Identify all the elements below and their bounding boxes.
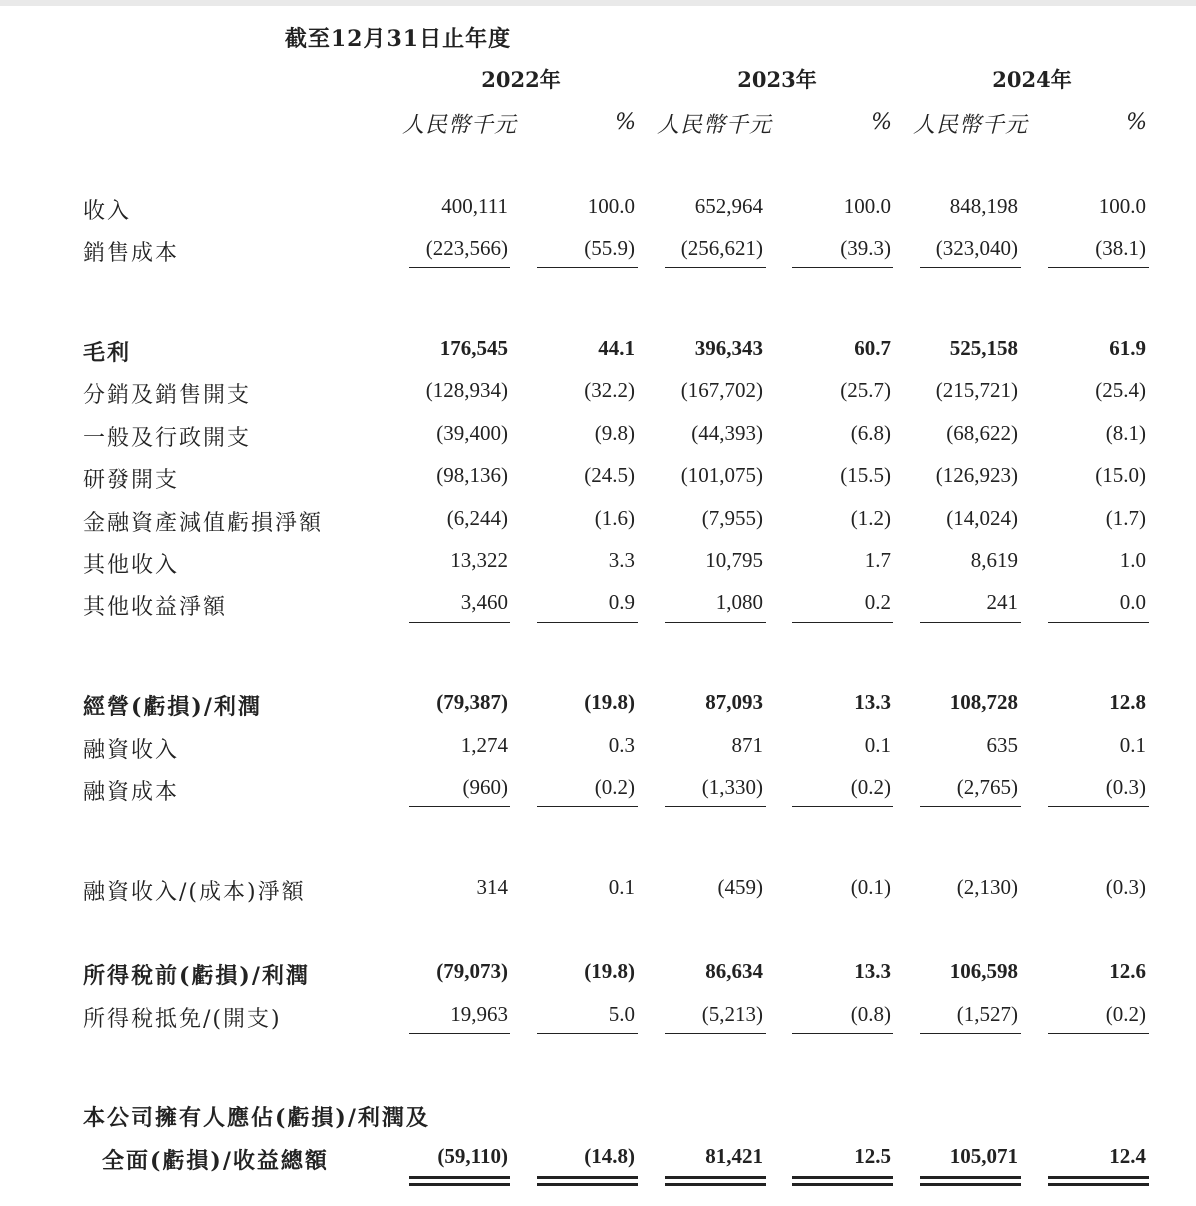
pct-label-2022: % (615, 110, 636, 135)
cell: (126,923) (935, 463, 1018, 487)
cell: 8,619 (970, 548, 1018, 572)
cell: 19,963 (450, 1002, 508, 1026)
row-gross-profit (0, 336, 1196, 370)
pct-label-2023: % (871, 110, 892, 135)
cell: 1,080 (715, 590, 763, 614)
cell: (960) (462, 775, 508, 799)
cell: (1.7) (1105, 506, 1146, 530)
row-other-income (0, 548, 1196, 582)
row-attributable-line1 (0, 1101, 1196, 1135)
unit-label-2023: 人民幣千元 (657, 113, 773, 138)
underline (792, 1033, 893, 1034)
cell: (2,765) (956, 775, 1018, 799)
cell: 108,728 (949, 690, 1018, 714)
underline (537, 267, 638, 268)
underline (665, 622, 766, 623)
double-underline (920, 1176, 1021, 1179)
cell: 81,421 (705, 1144, 763, 1168)
cell: 100.0 (843, 194, 891, 218)
row-label: 金融資產減值虧損淨額 (83, 511, 324, 536)
row-net-finance (0, 875, 1196, 909)
double-underline (665, 1176, 766, 1179)
cell: (459) (717, 875, 763, 899)
underline (409, 267, 510, 268)
cell: 12.6 (1109, 959, 1146, 983)
cell: (101,075) (680, 463, 763, 487)
cell: 241 (986, 590, 1018, 614)
row-pretax-result (0, 959, 1196, 993)
cell: (25.4) (1095, 378, 1146, 402)
cell: 0.1 (864, 733, 891, 757)
cell: (19.8) (584, 959, 635, 983)
row-label: 毛利 (83, 340, 132, 366)
cell: 100.0 (587, 194, 635, 218)
underline (665, 1033, 766, 1034)
cell: 0.1 (1119, 733, 1146, 757)
cell: 10,795 (705, 548, 763, 572)
underline (409, 622, 510, 623)
double-underline (409, 1183, 510, 1186)
cell: (15.0) (1095, 463, 1146, 487)
cell: 871 (731, 733, 763, 757)
cell: 13,322 (450, 548, 508, 572)
year-header-2024: 2024年 (992, 67, 1072, 92)
double-underline (537, 1176, 638, 1179)
cell: (59,110) (437, 1144, 508, 1168)
cell: 400,111 (441, 194, 508, 218)
underline (920, 1033, 1021, 1034)
row-label: 融資成本 (83, 780, 180, 805)
cell: 13.3 (854, 690, 891, 714)
cell: (79,387) (436, 690, 508, 714)
row-revenue (0, 194, 1196, 228)
cell: (0.2) (1105, 1002, 1146, 1026)
cell: (8.1) (1105, 421, 1146, 445)
cell: (19.8) (584, 690, 635, 714)
double-underline (409, 1176, 510, 1179)
double-underline (792, 1183, 893, 1186)
underline (409, 1033, 510, 1034)
cell: 12.5 (854, 1144, 891, 1168)
double-underline (537, 1183, 638, 1186)
cell: (0.3) (1105, 775, 1146, 799)
double-underline (1048, 1176, 1149, 1179)
cell: (223,566) (425, 236, 508, 260)
row-other-gains (0, 590, 1196, 624)
cell: (0.2) (594, 775, 635, 799)
cell: 3.3 (608, 548, 635, 572)
year-header-2023: 2023年 (737, 67, 817, 92)
cell: (24.5) (584, 463, 635, 487)
underline (792, 622, 893, 623)
cell: (0.8) (850, 1002, 891, 1026)
row-label: 所得稅前(虧損)/利潤 (83, 963, 310, 989)
underline (920, 622, 1021, 623)
row-operating-result (0, 690, 1196, 724)
row-label: 融資收入/(成本)淨額 (83, 880, 306, 905)
cell: (0.2) (850, 775, 891, 799)
underline (792, 806, 893, 807)
row-label: 融資收入 (83, 738, 180, 763)
cell: 652,964 (694, 194, 763, 218)
cell: 848,198 (949, 194, 1018, 218)
underline (537, 1033, 638, 1034)
cell: (15.5) (840, 463, 891, 487)
cell: 0.2 (864, 590, 891, 614)
underline (1048, 622, 1149, 623)
cell: (25.7) (840, 378, 891, 402)
cell: (6.8) (850, 421, 891, 445)
cell: 5.0 (608, 1002, 635, 1026)
underline (537, 806, 638, 807)
cell: (167,702) (680, 378, 763, 402)
cell: (98,136) (436, 463, 508, 487)
underline (1048, 1033, 1149, 1034)
cell: 0.9 (608, 590, 635, 614)
top-bar (0, 0, 1196, 6)
cell: 106,598 (949, 959, 1018, 983)
cell: 60.7 (854, 336, 891, 360)
unit-label-2022: 人民幣千元 (402, 113, 518, 138)
row-cost-of-sales (0, 236, 1196, 270)
cell: (9.8) (594, 421, 635, 445)
cell: (55.9) (584, 236, 635, 260)
cell: 396,343 (694, 336, 763, 360)
double-underline (665, 1183, 766, 1186)
cell: (2,130) (956, 875, 1018, 899)
underline (920, 806, 1021, 807)
row-label: 所得稅抵免/(開支) (83, 1007, 282, 1032)
cell: (14,024) (946, 506, 1018, 530)
cell: 105,071 (949, 1144, 1018, 1168)
pct-label-2024: % (1126, 110, 1147, 135)
cell: 3,460 (460, 590, 508, 614)
underline (409, 806, 510, 807)
row-label: 一般及行政開支 (83, 426, 252, 451)
cell: (79,073) (436, 959, 508, 983)
underline (792, 267, 893, 268)
cell: (0.1) (850, 875, 891, 899)
double-underline (792, 1176, 893, 1179)
cell: (215,721) (935, 378, 1018, 402)
cell: 0.3 (608, 733, 635, 757)
row-total-comprehensive (0, 1144, 1196, 1178)
cell: 0.0 (1119, 590, 1146, 614)
cell: (68,622) (946, 421, 1018, 445)
row-label: 本公司擁有人應佔(虧損)/利潤及 (83, 1105, 430, 1131)
cell: 87,093 (705, 690, 763, 714)
row-admin-expenses (0, 421, 1196, 455)
cell: (39.3) (840, 236, 891, 260)
cell: (7,955) (701, 506, 763, 530)
cell: 1,274 (460, 733, 508, 757)
row-label: 研發開支 (83, 468, 180, 493)
cell: (14.8) (584, 1144, 635, 1168)
year-header-2022: 2022年 (481, 67, 561, 92)
row-distribution-expenses (0, 378, 1196, 412)
row-label: 全面(虧損)/收益總額 (102, 1148, 329, 1174)
cell: (39,400) (436, 421, 508, 445)
double-underline (920, 1183, 1021, 1186)
cell: (44,393) (691, 421, 763, 445)
cell: 86,634 (705, 959, 763, 983)
cell: (1.2) (850, 506, 891, 530)
underline (665, 806, 766, 807)
cell: (256,621) (680, 236, 763, 260)
cell: (1,527) (956, 1002, 1018, 1026)
cell: (32.2) (584, 378, 635, 402)
row-rnd-expenses (0, 463, 1196, 497)
cell: 12.4 (1109, 1144, 1146, 1168)
cell: 0.1 (608, 875, 635, 899)
cell: 100.0 (1098, 194, 1146, 218)
row-label: 收入 (83, 199, 132, 224)
cell: (6,244) (446, 506, 508, 530)
row-finance-income (0, 733, 1196, 767)
underline (537, 622, 638, 623)
cell: 61.9 (1109, 336, 1146, 360)
row-label: 其他收益淨額 (83, 595, 228, 620)
cell: (38.1) (1095, 236, 1146, 260)
cell: 1.7 (864, 548, 891, 572)
cell: (323,040) (935, 236, 1018, 260)
row-label: 分銷及銷售開支 (83, 383, 252, 408)
row-label: 經營(虧損)/利潤 (83, 694, 262, 720)
cell: 635 (986, 733, 1018, 757)
row-impairment-losses (0, 506, 1196, 540)
cell: (128,934) (425, 378, 508, 402)
cell: 13.3 (854, 959, 891, 983)
row-label: 其他收入 (83, 553, 180, 578)
underline (1048, 267, 1149, 268)
cell: 176,545 (439, 336, 508, 360)
row-income-tax (0, 1002, 1196, 1036)
row-finance-costs (0, 775, 1196, 809)
cell: 314 (476, 875, 508, 899)
cell: 44.1 (598, 336, 635, 360)
unit-label-2024: 人民幣千元 (913, 113, 1029, 138)
row-label: 銷售成本 (83, 241, 180, 266)
cell: 12.8 (1109, 690, 1146, 714)
underline (920, 267, 1021, 268)
cell: (1,330) (701, 775, 763, 799)
cell: (5,213) (701, 1002, 763, 1026)
cell: 525,158 (949, 336, 1018, 360)
cell: (1.6) (594, 506, 635, 530)
cell: 1.0 (1119, 548, 1146, 572)
underline (1048, 806, 1149, 807)
period-header: 截至12月31日止年度 (284, 26, 512, 52)
underline (665, 267, 766, 268)
cell: (0.3) (1105, 875, 1146, 899)
double-underline (1048, 1183, 1149, 1186)
